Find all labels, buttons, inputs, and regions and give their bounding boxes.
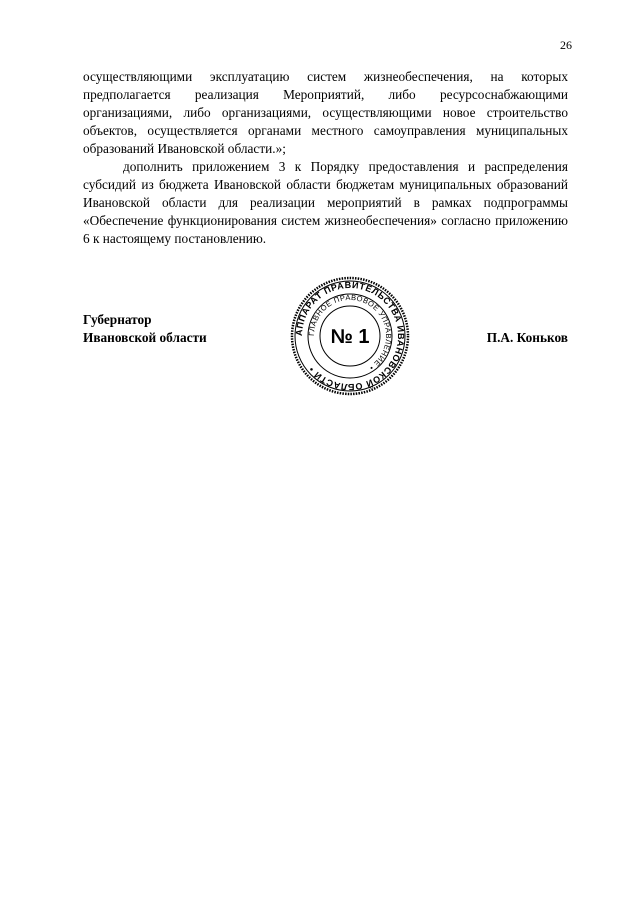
seal-number: № 1 — [330, 326, 370, 348]
seal-inner-text: ГЛАВНОЕ ПРАВОВОЕ УПРАВЛЕНИЕ • — [306, 292, 394, 373]
official-seal — [290, 276, 410, 396]
signatory-title-line1: Губернатор — [83, 312, 152, 327]
signatory-name: П.А. Коньков — [486, 330, 568, 345]
paragraph-amendment: дополнить приложением 3 к Порядку предоставления и распределения субсидий из бюджета Ивановской области бюджетам муниципальных образований Ивановской области для реализации мероприятий в рамках подпрограммы «Обеспечение функционирования систем жизнеобеспечения» согласно приложению 6 к настоящему постановлению. — [83, 159, 568, 246]
seal-ring-text: АППАРАТ ПРАВИТЕЛЬСТВА ИВАНОВСКОЙ ОБЛАСТИ • — [293, 279, 407, 393]
paragraph-continuation: осуществляющими эксплуатацию систем жизнеобеспечения, на которых предполагается реализация Мероприятий, либо ресурсоснабжающими организациями, либо организациями, осуществляющими новое строительство объектов, осуществляется органами местного самоуправления муниципальных образований Ивановской области.»; — [83, 69, 568, 156]
signatory-title — [83, 311, 207, 347]
page-number: 26 — [560, 38, 572, 52]
document-body — [83, 68, 568, 248]
signatory-title-line2: Ивановской области — [83, 330, 207, 345]
